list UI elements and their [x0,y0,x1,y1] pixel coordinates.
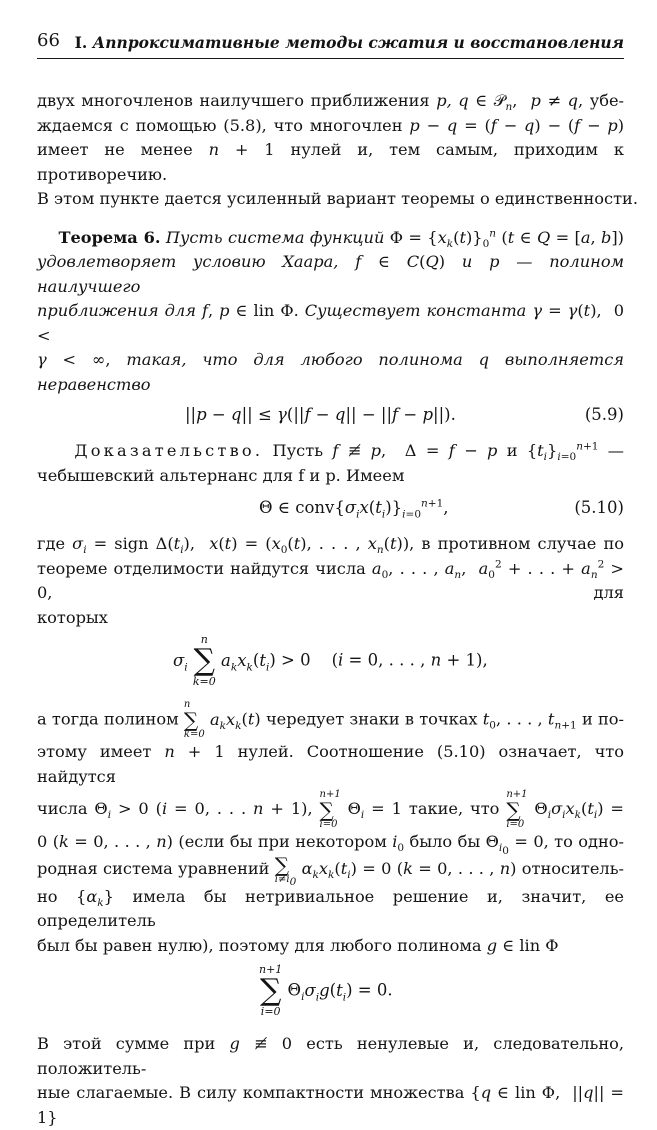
equation-sign-sum: $\sigma_i$ n ∑ k=0 $a_kx_k(t_i) > 0$ (i = 0, . . . , n + 1), [173,633,488,688]
text-line: В этой сумме при g ≢ 0 есть ненулевые и, следовательно, положитель- [37,1034,624,1078]
text-line: родная система уравнений ∑ $i\ne i_0$ $\alpha_kx_k(t_i) = 0$ (k = 0, . . . , n) относитель- [37,852,624,888]
text-line: числа $\Theta_i > 0$ (i = 0, . . . n + 1), n+1 ∑ i=0 $\Theta_i = 1$ такие, что n+1 ∑ i=0 $\Theta_i\sigma_ix_k(t_i)$ = [37,788,624,830]
text-line: приближения для f, p ∈ lin Φ. Существует константа γ = γ(t), 0 < [37,301,624,345]
page [37,24,638,1127]
text-line: ждаемся с помощью (5.8), что многочлен p − q = (f − q) − (f − p) [37,115,625,135]
text-line: удовлетворяет условию Хаара, f ∈ C(Q) и p — полином наилучшего [37,252,624,296]
text-line: которых [37,607,108,627]
text-line: В этом пункте дается усиленный вариант теоремы о единственности. [37,189,638,208]
text-line: Доказательство. Пусть f ≢ p, Δ = f − p и $\{t_i\}_{i=0}^{n+1}$ — [74,440,624,464]
text-line: был бы равен нулю), поэтому для любого полинома g ∈ lin Φ [37,935,559,955]
sum-symbol: n+1 ∑ i=0 [319,788,341,830]
paragraph-compactness [37,1032,624,1130]
page-number: 66 [37,30,60,51]
sum-symbol: n+1 ∑ i=0 [259,963,283,1018]
text-line: γ < ∞, такая, что для любого полинома q выполняется неравенство [37,350,624,394]
equation-number: (5.9) [584,405,624,424]
text-line: этому имеет n + 1 нулей. Соотношение (5.10) означает, что найдутся [37,742,624,786]
proof [37,439,624,488]
text-line: 0 (k = 0, . . . , n) (если бы при некотором $i_0$ было бы $\Theta_{i_0} = 0$, то одно- [37,831,624,857]
text-line: теореме отделимости найдутся числа $a_0$, . . . , $a_n$, $a_0^2$ + . . . + $a_n^2 > 0$, для [37,558,624,602]
paragraph-intro [37,89,638,212]
sum-symbol: ∑ $i\ne i_0$ [274,852,297,888]
equation-5-10: Θ ∈ $conv\{\sigma_ix(t_i)\}_{i=0}^{n+1}$, (5.10) [259,497,624,521]
paragraph-polynomial [37,700,624,958]
text-line: чебышевский альтернанс для f и p. Имеем [37,465,405,485]
text-line: а тогда полином n ∑ k=0 $a_kx_k(t)$ чередует знаки в точках $t_0$, . . . , $t_{n+1}$ и по- [37,699,624,740]
theorem-6 [37,226,624,398]
text-line: Теорема 6. Пусть система функций $\Phi = \{x_k(t)\}_0^n$ (t ∈ Q = [a, b]) [58,227,624,250]
equation-theta-sum: n+1 ∑ i=0 $\Theta_i\sigma_ig(t_i) = 0$. [259,963,393,1018]
running-title: I. Аппроксимативные методы сжатия и восстановления [74,33,624,52]
sum-symbol: n ∑ k=0 [192,633,216,688]
proof-label: Доказательство. [74,441,264,460]
text-line: двух многочленов наилучшего приближения p, q ∈ 𝒫$_n$, p ≠ q, убе- [37,91,625,114]
sum-symbol: n ∑ k=0 [183,699,205,740]
equation-number: (5.10) [574,498,624,517]
theorem-label: Теорема 6. [58,227,161,247]
paragraph-where [37,532,624,630]
text-line: имеет не менее n + 1 нулей и, тем самым, приходим к противоречию. [37,140,624,184]
equation-5-9: ||p − q|| ≤ γ(||f − q|| − ||f − p||). (5.9) [185,405,624,424]
text-line: но $\{\alpha_k\}$ имела бы нетривиальное решение и, значит, ее определитель [37,886,624,930]
running-header [37,24,624,59]
text-line: где $\sigma_i$ = sign $\Delta(t_i)$, $x(t) = (x_0(t)$, . . . , $x_n(t)$), в противном случае по [37,534,624,557]
text-line: ные слагаемые. В силу компактности множества {q ∈ lin Φ, ||q|| = 1} [37,1083,624,1127]
sum-symbol: n+1 ∑ i=0 [506,788,528,830]
